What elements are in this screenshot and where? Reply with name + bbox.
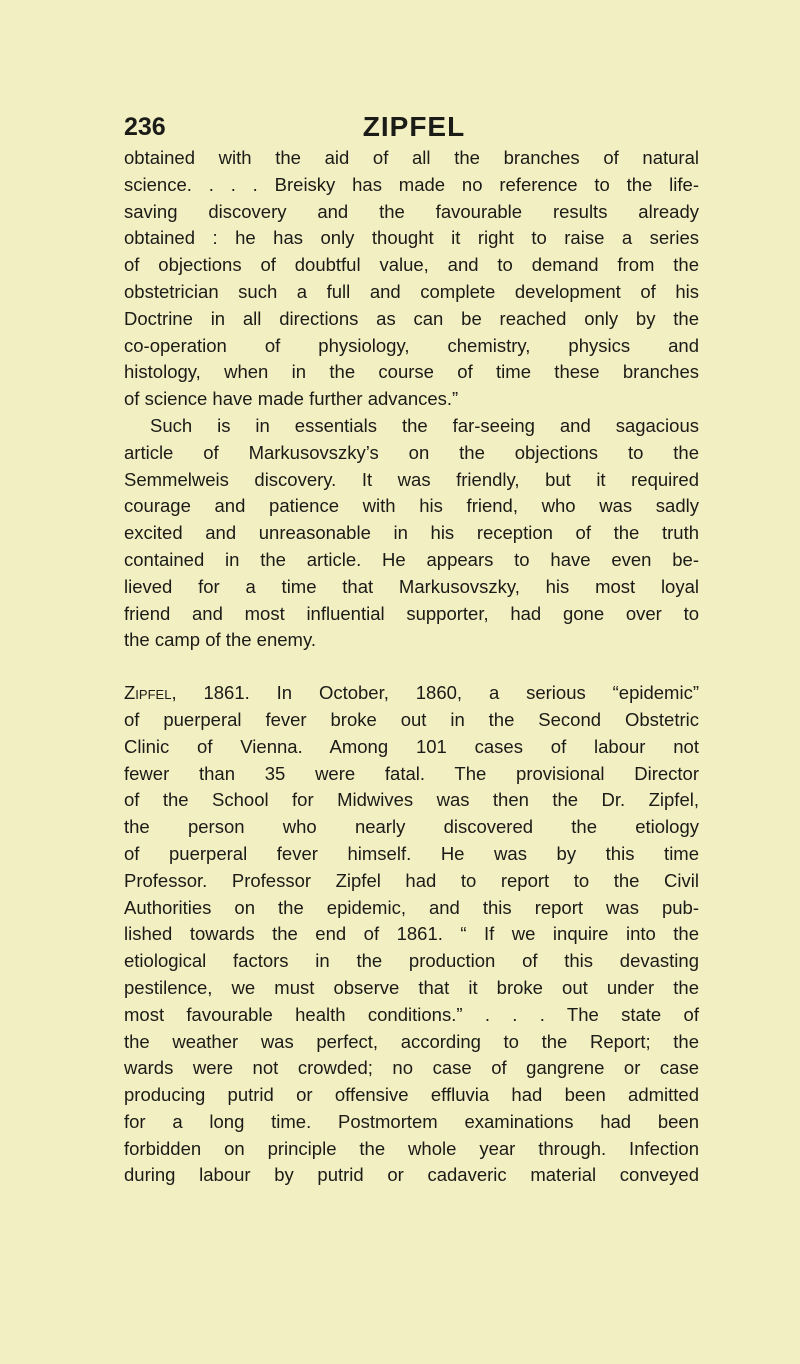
text-line: science. . . . Breisky has made no reference to the life- <box>124 173 699 195</box>
text-line: the person who nearly discovered the etiology <box>124 816 699 838</box>
text-line: Clinic of Vienna. Among 101 cases of labour not <box>124 735 699 757</box>
text-line: friend and most influential supporter, had gone over to <box>124 602 699 624</box>
text-line: excited and unreasonable in his reception of the truth <box>124 522 699 544</box>
text-line: saving discovery and the favourable results already <box>124 200 699 222</box>
text-line: wards were not crowded; no case of gangrene or case <box>124 1057 699 1079</box>
page-header <box>124 107 704 147</box>
text-line: of the School for Midwives was then the Dr. Zipfel, <box>124 789 699 811</box>
body-text <box>124 145 699 1189</box>
text-line: fewer than 35 were fatal. The provisional Director <box>124 762 699 784</box>
text-line: etiological factors in the production of this devasting <box>124 950 699 972</box>
text-line: of puerperal fever himself. He was by this time <box>124 842 699 864</box>
text-line: lished towards the end of 1861. “ If we inquire into the <box>124 923 699 945</box>
text-line: lieved for a time that Markusovszky, his most loyal <box>124 575 699 597</box>
paragraph-1 <box>124 145 699 413</box>
text-line: obtained with the aid of all the branches of natural <box>124 147 699 168</box>
text-line: forbidden on principle the whole year through. Infection <box>124 1137 699 1159</box>
text-line: pestilence, we must observe that it broke out under the <box>124 976 699 998</box>
text-line: of objections of doubtful value, and to demand from the <box>124 254 699 276</box>
text-line: obstetrician such a full and complete development of his <box>124 280 699 302</box>
text-line: co-operation of physiology, chemistry, physics and <box>124 334 699 356</box>
section-lead: Zipfel <box>124 682 172 704</box>
text-line: article of Markusovszky’s on the objections to the <box>124 441 699 463</box>
paragraph-2 <box>124 413 699 654</box>
text-line: courage and patience with his friend, who was sadly <box>124 495 699 517</box>
text-line: the camp of the enemy. <box>124 629 316 651</box>
text-line: Semmelweis discovery. It was friendly, but it required <box>124 468 699 490</box>
text-line: producing putrid or offensive effluvia had been admitted <box>124 1084 699 1106</box>
text-line: obtained : he has only thought it right to raise a series <box>124 227 699 249</box>
text-line: contained in the article. He appears to have even be- <box>124 548 699 570</box>
text-line: Doctrine in all directions as can be reached only by the <box>124 307 699 329</box>
text-line: the weather was perfect, according to the Report; the <box>124 1030 699 1052</box>
text-line-rest: , 1861. In October, 1860, a serious “epidemic” <box>171 682 699 704</box>
text-line: most favourable health conditions.” . . . The state of <box>124 1003 699 1025</box>
text-line: of science have made further advances.” <box>124 388 459 410</box>
text-line: histology, when in the course of time these branches <box>124 361 699 383</box>
text-line: for a long time. Postmortem examinations had been <box>124 1110 699 1132</box>
text-line <box>124 680 699 707</box>
text-line: Professor. Professor Zipfel had to report to the Civil <box>124 869 699 891</box>
running-title: ZIPFEL <box>362 111 466 142</box>
text-line: of puerperal fever broke out in the Second Obstetric <box>124 708 699 730</box>
paragraph-3 <box>124 680 699 1189</box>
page-number: 236 <box>124 113 166 141</box>
text-line: Authorities on the epidemic, and this report was pub- <box>124 896 699 918</box>
text-line: Such is in essentials the far-seeing and sagacious <box>150 414 699 436</box>
text-line: during labour by putrid or cadaveric material conveyed <box>124 1164 699 1186</box>
